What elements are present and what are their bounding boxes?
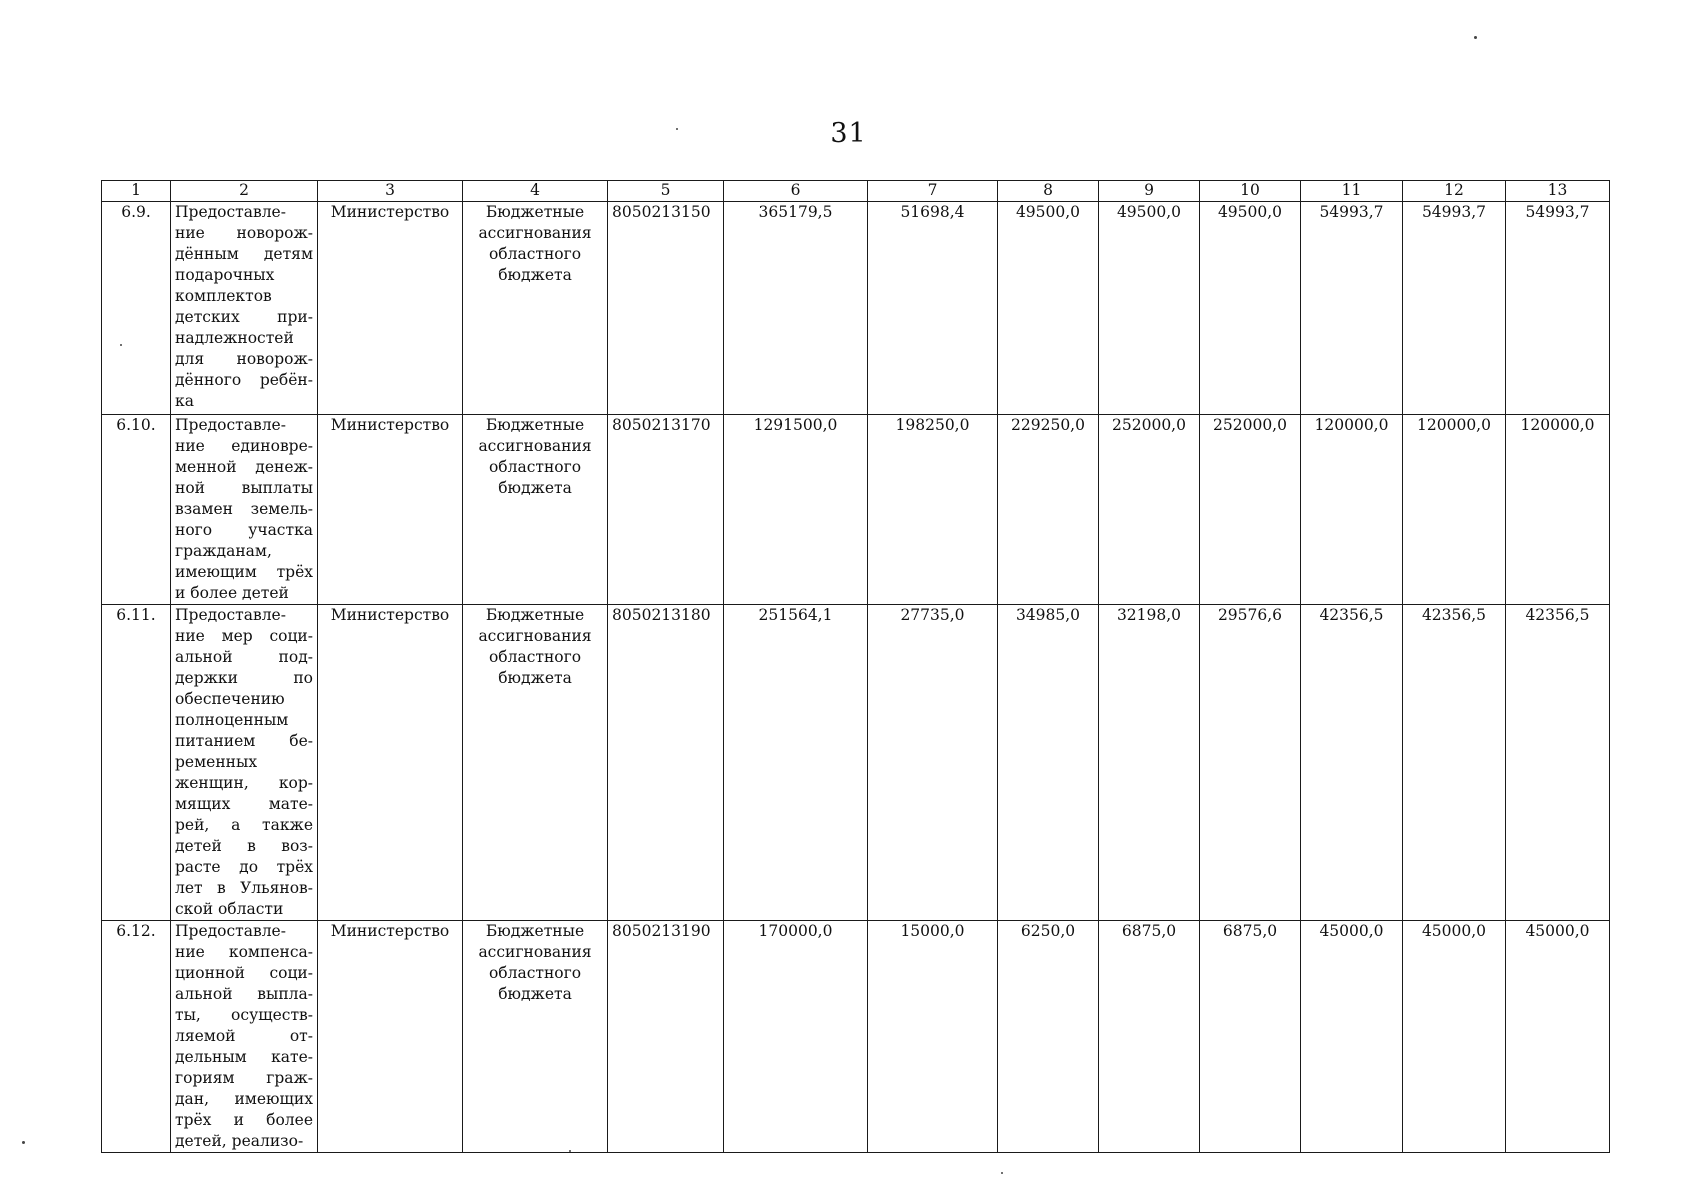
table-row <box>102 921 1610 1153</box>
value-year: 6875,0 <box>1099 921 1200 1153</box>
executor: Министерство <box>318 921 463 1153</box>
scan-speck <box>676 128 678 130</box>
column-header: 3 <box>318 181 463 202</box>
header-row <box>102 181 1610 202</box>
column-header: 12 <box>1403 181 1506 202</box>
value-year: 29576,6 <box>1200 605 1301 921</box>
budget-code: 8050213150 <box>608 202 724 415</box>
value-year: 229250,0 <box>998 415 1099 605</box>
value-year: 45000,0 <box>1301 921 1403 1153</box>
budget-table <box>101 180 1610 1153</box>
value-year: 32198,0 <box>1099 605 1200 921</box>
executor: Министерство <box>318 415 463 605</box>
value-year: 49500,0 <box>998 202 1099 415</box>
scan-speck <box>1001 1172 1003 1174</box>
value-year: 198250,0 <box>868 415 998 605</box>
value-year: 54993,7 <box>1506 202 1610 415</box>
value-year: 120000,0 <box>1301 415 1403 605</box>
value-year: 51698,4 <box>868 202 998 415</box>
measure-name: Предоставле-ние мер соци-альной под-держки по обеспечению полноценным питанием бе-ременных женщин, кор-мящих мате-рей, а также детей в воз-расте до трёх лет в Ульянов-ской области <box>171 605 318 921</box>
executor: Министерство <box>318 605 463 921</box>
funding-source: Бюджетные ассигнования областного бюджета <box>463 415 608 605</box>
table-row <box>102 605 1610 921</box>
scan-speck <box>120 344 122 346</box>
value-year: 252000,0 <box>1099 415 1200 605</box>
value-year: 120000,0 <box>1506 415 1610 605</box>
column-header: 2 <box>171 181 318 202</box>
column-header: 6 <box>724 181 868 202</box>
value-year: 42356,5 <box>1506 605 1610 921</box>
value-year: 252000,0 <box>1200 415 1301 605</box>
value-year: 34985,0 <box>998 605 1099 921</box>
column-header: 13 <box>1506 181 1610 202</box>
row-number: 6.12. <box>102 921 171 1153</box>
scan-speck <box>22 1141 25 1144</box>
value-year: 15000,0 <box>868 921 998 1153</box>
column-header: 11 <box>1301 181 1403 202</box>
column-header: 7 <box>868 181 998 202</box>
column-header: 10 <box>1200 181 1301 202</box>
funding-source: Бюджетные ассигнования областного бюджета <box>463 921 608 1153</box>
measure-name: Предоставле-ние компенса-ционной соци-альной выпла-ты, осуществ-ляемой от-дельным кате-гориям граж-дан, имеющих трёх и более детей, реализо- <box>171 921 318 1153</box>
value-year: 54993,7 <box>1403 202 1506 415</box>
table-row <box>102 415 1610 605</box>
measure-name: Предоставле-ние единовре-менной денеж-ной выплаты взамен земель-ного участка гражданам, имеющим трёх и более детей <box>171 415 318 605</box>
value-year: 49500,0 <box>1200 202 1301 415</box>
value-year: 45000,0 <box>1403 921 1506 1153</box>
budget-code: 8050213170 <box>608 415 724 605</box>
column-header: 1 <box>102 181 171 202</box>
column-header: 4 <box>463 181 608 202</box>
column-header: 9 <box>1099 181 1200 202</box>
value-year: 120000,0 <box>1403 415 1506 605</box>
column-header: 8 <box>998 181 1099 202</box>
value-total: 1291500,0 <box>724 415 868 605</box>
value-total: 365179,5 <box>724 202 868 415</box>
column-header: 5 <box>608 181 724 202</box>
value-total: 251564,1 <box>724 605 868 921</box>
table-row <box>102 202 1610 415</box>
budget-code: 8050213180 <box>608 605 724 921</box>
value-year: 42356,5 <box>1403 605 1506 921</box>
value-year: 6250,0 <box>998 921 1099 1153</box>
value-year: 54993,7 <box>1301 202 1403 415</box>
budget-code: 8050213190 <box>608 921 724 1153</box>
measure-name: Предоставле-ние новорож-дённым детям подарочных комплектов детских при-надлежностей для новорож-дённого ребён-ка <box>171 202 318 415</box>
value-year: 6875,0 <box>1200 921 1301 1153</box>
executor: Министерство <box>318 202 463 415</box>
value-year: 49500,0 <box>1099 202 1200 415</box>
value-total: 170000,0 <box>724 921 868 1153</box>
row-number: 6.9. <box>102 202 171 415</box>
value-year: 27735,0 <box>868 605 998 921</box>
value-year: 42356,5 <box>1301 605 1403 921</box>
scan-speck <box>569 1150 571 1152</box>
funding-source: Бюджетные ассигнования областного бюджета <box>463 202 608 415</box>
page-number: 31 <box>830 118 867 149</box>
row-number: 6.10. <box>102 415 171 605</box>
funding-source: Бюджетные ассигнования областного бюджета <box>463 605 608 921</box>
row-number: 6.11. <box>102 605 171 921</box>
scan-speck <box>1474 36 1477 39</box>
value-year: 45000,0 <box>1506 921 1610 1153</box>
